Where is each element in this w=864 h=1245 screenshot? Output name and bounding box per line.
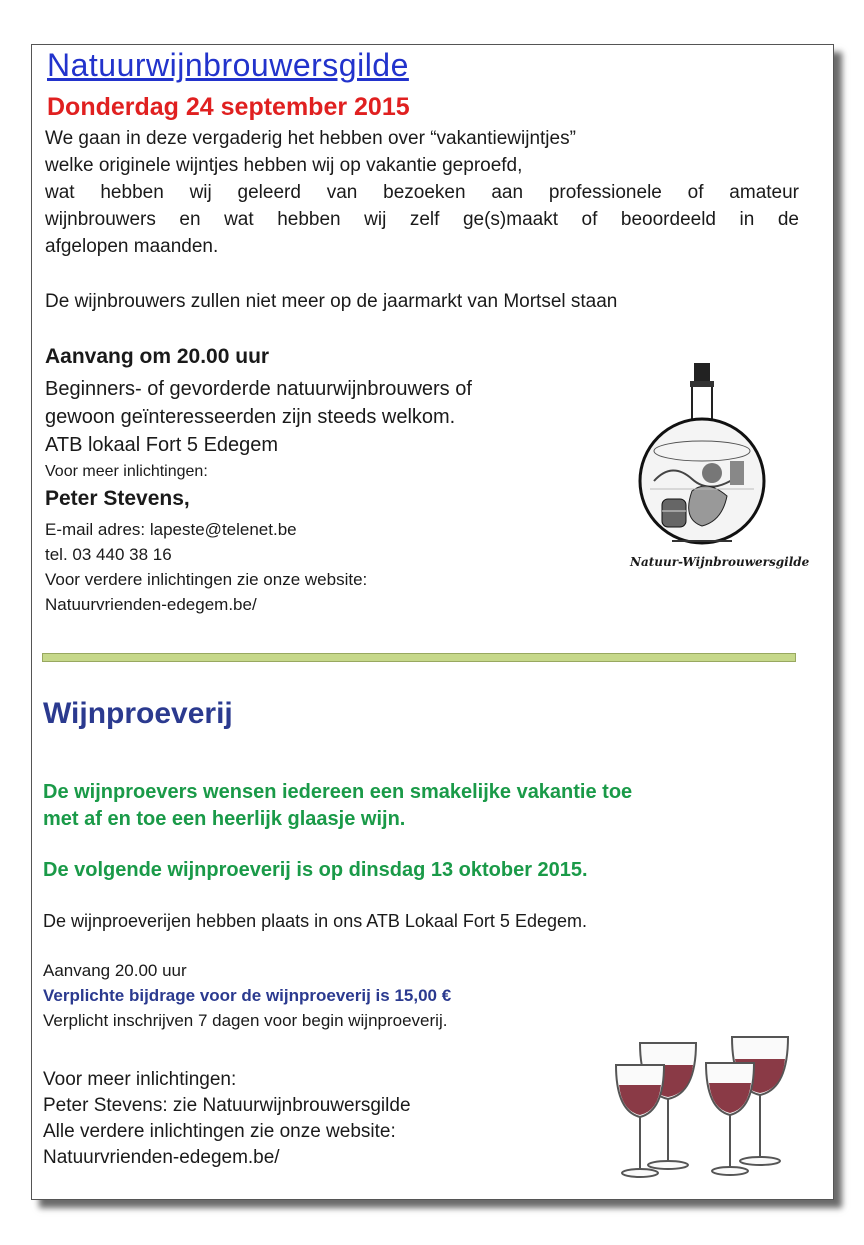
tasting-website-link[interactable]: Natuurvrienden-edegem.be/ [43, 1147, 280, 1168]
gilde-logo [632, 361, 782, 571]
tasting-more-info [43, 1067, 603, 1171]
jaarmarkt-note: De wijnbrouwers zullen niet meer op de jaarmarkt van Mortsel staan [45, 291, 618, 312]
contact-name: Peter Stevens, [45, 487, 190, 510]
more-info-line: Peter Stevens: zie Natuurwijnbrouwersgilde [43, 1095, 411, 1116]
more-info-line: Voor meer inlichtingen: [43, 1069, 237, 1090]
website-link[interactable]: Natuurvrienden-edegem.be/ [45, 595, 257, 614]
contact-email: E-mail adres: lapeste@telenet.be [45, 520, 297, 539]
welcome-line: Beginners- of gevorderde natuurwijnbrouwers of [45, 378, 472, 400]
bottle-illustration-icon [632, 361, 782, 571]
logo-caption: Natuur-Wijnbrouwersgilde [630, 555, 810, 569]
tasting-location: De wijnproeverijen hebben plaats in ons ATB Lokaal Fort 5 Edegem. [43, 911, 587, 931]
vacation-line: met af en toe een heerlijk glaasje wijn. [43, 808, 406, 830]
meeting-date: Donderdag 24 september 2015 [47, 93, 410, 121]
tasting-fee: Verplichte bijdrage voor de wijnproeverij is 15,00 € [43, 986, 452, 1005]
gilde-title: Natuurwijnbrouwersgilde [47, 47, 409, 83]
vacation-wish [43, 779, 803, 833]
location-line: ATB lokaal Fort 5 Edegem [45, 434, 279, 456]
intro-line: wijnbrouwers en wat hebben wij zelf ge(s)maakt of beoordeeld in de [45, 209, 799, 230]
section-divider [42, 653, 796, 662]
intro-line: wat hebben wij geleerd van bezoeken aan professionele of amateur [45, 182, 799, 203]
proeverij-title: Wijnproeverij [43, 697, 233, 730]
vacation-line: De wijnproevers wensen iedereen een smakelijke vakantie toe [43, 781, 633, 803]
tasting-start-time: Aanvang 20.00 uur [43, 961, 187, 980]
start-time-heading: Aanvang om 20.00 uur [45, 345, 270, 368]
welcome-text [45, 375, 605, 459]
intro-line: welke originele wijntjes hebben wij op vakantie geproefd, [45, 155, 523, 176]
registration-note: Verplicht inschrijven 7 dagen voor begin wijnproeverij. [43, 1011, 448, 1030]
next-tasting-date: De volgende wijnproeverij is op dinsdag 13 oktober 2015. [43, 859, 588, 881]
more-info-line: Alle verdere inlichtingen zie onze website: [43, 1121, 396, 1142]
intro-line: We gaan in deze vergaderig het hebben over “vakantiewijntjes” [45, 128, 576, 149]
wine-glasses-illustration [610, 1035, 800, 1180]
intro-paragraph [45, 125, 799, 260]
wine-glasses-icon [610, 1035, 800, 1180]
more-info-label: Voor meer inlichtingen: [45, 463, 208, 480]
intro-line: afgelopen maanden. [45, 236, 219, 257]
newsletter-page [31, 44, 834, 1200]
welcome-line: gewoon geïnteresseerden zijn steeds welkom. [45, 406, 456, 428]
contact-details [45, 517, 485, 617]
website-label: Voor verdere inlichtingen zie onze website: [45, 570, 368, 589]
contact-phone: tel. 03 440 38 16 [45, 545, 172, 564]
